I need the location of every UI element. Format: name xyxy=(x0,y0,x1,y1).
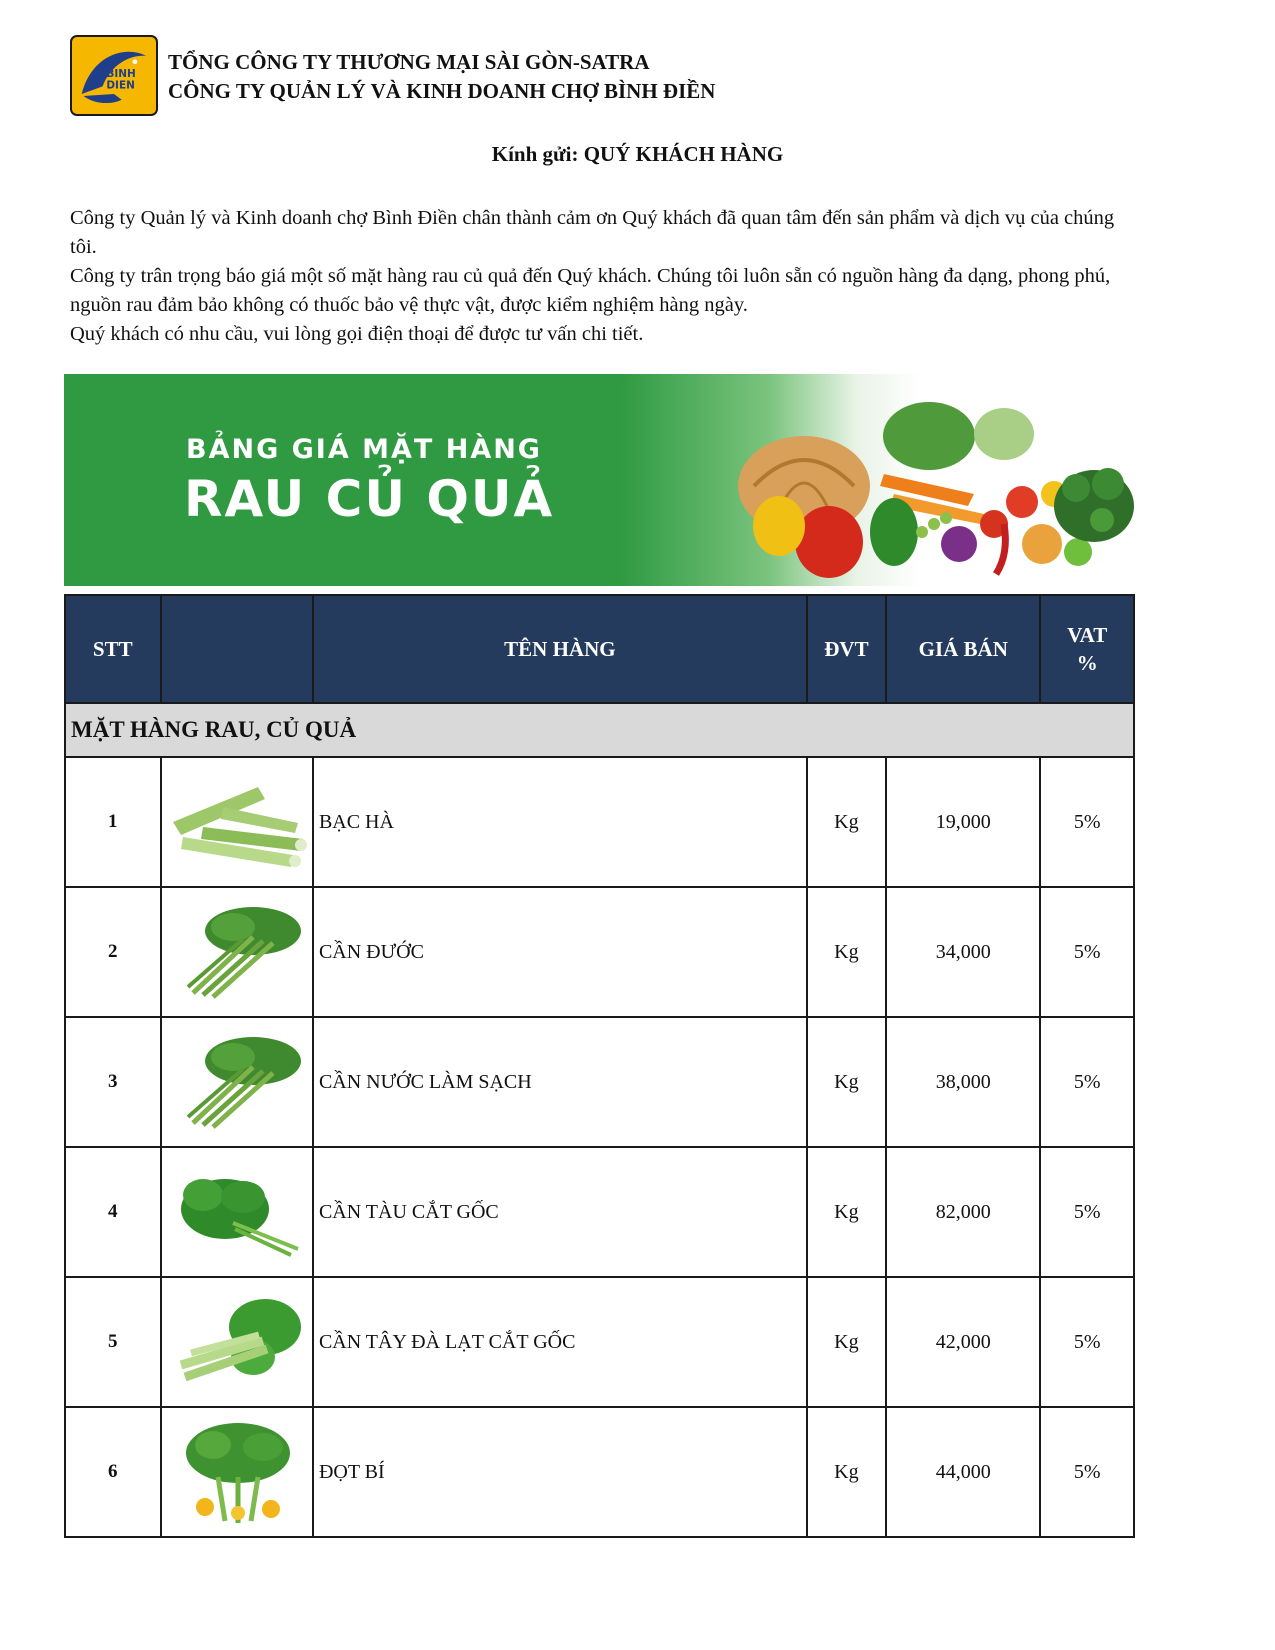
row-price: 34,000 xyxy=(886,887,1040,1017)
row-unit: Kg xyxy=(807,1017,886,1147)
table-row xyxy=(65,887,1134,1017)
salutation: Kính gửi: QUÝ KHÁCH HÀNG xyxy=(491,142,784,166)
row-price: 38,000 xyxy=(886,1017,1040,1147)
row-stt: 4 xyxy=(65,1147,161,1277)
intro-paragraph-3: Quý khách có nhu cầu, vui lòng gọi điện thoại để được tư vấn chi tiết. xyxy=(70,323,644,345)
header-vat-line2: % xyxy=(1076,651,1098,675)
row-vat: 5% xyxy=(1040,1147,1134,1277)
header-image xyxy=(161,595,313,703)
row-stt: 2 xyxy=(65,887,161,1017)
row-image xyxy=(161,1017,313,1147)
row-name: CẦN TÂY ĐÀ LẠT CẮT GỐC xyxy=(313,1277,807,1407)
table-row xyxy=(65,1017,1134,1147)
row-name: ĐỌT BÍ xyxy=(313,1407,807,1537)
row-image xyxy=(161,887,313,1017)
fish-logo-icon xyxy=(72,37,156,114)
row-stt: 1 xyxy=(65,757,161,887)
row-image xyxy=(161,1407,313,1537)
row-vat: 5% xyxy=(1040,887,1134,1017)
row-name: BẠC HÀ xyxy=(313,757,807,887)
banner-title-line2: RAU CỦ QUẢ xyxy=(184,470,555,528)
table-row xyxy=(65,1277,1134,1407)
row-name: CẦN TÀU CẮT GỐC xyxy=(313,1147,807,1277)
svg-text:DIEN: DIEN xyxy=(106,79,135,92)
row-stt: 3 xyxy=(65,1017,161,1147)
row-name: CẦN ĐƯỚC xyxy=(313,887,807,1017)
table-row xyxy=(65,1407,1134,1537)
header-vat-line1: VAT xyxy=(1067,623,1108,647)
dot-bi-icon xyxy=(163,1417,313,1527)
row-unit: Kg xyxy=(807,757,886,887)
section-row xyxy=(65,703,1134,757)
can-nuoc-icon xyxy=(163,1027,313,1137)
section-title: MẶT HÀNG RAU, CỦ QUẢ xyxy=(65,703,1134,757)
row-vat: 5% xyxy=(1040,1017,1134,1147)
row-unit: Kg xyxy=(807,1147,886,1277)
intro-paragraph-2: Công ty trân trọng báo giá một số mặt hàng rau củ quả đến Quý khách. Chúng tôi luôn sẵn có nguồn hàng đa dạng, phong phú, nguồn rau đảm bảo không có thuốc bảo vệ thực vật, được kiểm nghiệm hàng ngày. xyxy=(70,265,1111,316)
header-unit: ĐVT xyxy=(807,595,886,703)
banner-title-line1: BẢNG GIÁ MẶT HÀNG xyxy=(186,434,542,465)
intro-text xyxy=(70,204,1140,349)
row-price: 44,000 xyxy=(886,1407,1040,1537)
row-image xyxy=(161,757,313,887)
company-header xyxy=(168,48,715,106)
row-image xyxy=(161,1147,313,1277)
can-tay-icon xyxy=(163,1287,313,1397)
row-vat: 5% xyxy=(1040,1277,1134,1407)
table-header-row xyxy=(65,595,1134,703)
row-stt: 6 xyxy=(65,1407,161,1537)
binh-dien-logo xyxy=(70,35,158,116)
header-price: GIÁ BÁN xyxy=(886,595,1040,703)
row-price: 82,000 xyxy=(886,1147,1040,1277)
row-stt: 5 xyxy=(65,1277,161,1407)
row-image xyxy=(161,1277,313,1407)
row-unit: Kg xyxy=(807,1407,886,1537)
table-row xyxy=(65,757,1134,887)
vegetables-illustration-icon xyxy=(704,374,1134,586)
header-vat xyxy=(1040,595,1134,703)
price-list-banner xyxy=(64,374,1134,586)
can-tau-icon xyxy=(163,1157,313,1267)
svg-text:BINH: BINH xyxy=(106,67,136,80)
row-name: CẦN NƯỚC LÀM SẠCH xyxy=(313,1017,807,1147)
intro-paragraph-1: Công ty Quản lý và Kinh doanh chợ Bình Điền chân thành cảm ơn Quý khách đã quan tâm đến sản phẩm và dịch vụ của chúng tôi. xyxy=(70,207,1115,258)
row-price: 42,000 xyxy=(886,1277,1040,1407)
row-price: 19,000 xyxy=(886,757,1040,887)
row-vat: 5% xyxy=(1040,757,1134,887)
table-row xyxy=(65,1147,1134,1277)
company-line2: CÔNG TY QUẢN LÝ VÀ KINH DOANH CHỢ BÌNH ĐIỀN xyxy=(168,79,716,103)
header-name: TÊN HÀNG xyxy=(313,595,807,703)
header-stt: STT xyxy=(65,595,161,703)
price-table xyxy=(64,594,1135,1538)
row-unit: Kg xyxy=(807,1277,886,1407)
row-vat: 5% xyxy=(1040,1407,1134,1537)
bac-ha-icon xyxy=(163,767,313,877)
row-unit: Kg xyxy=(807,887,886,1017)
can-duoc-icon xyxy=(163,897,313,1007)
company-line1: TỔNG CÔNG TY THƯƠNG MẠI SÀI GÒN-SATRA xyxy=(168,50,650,74)
